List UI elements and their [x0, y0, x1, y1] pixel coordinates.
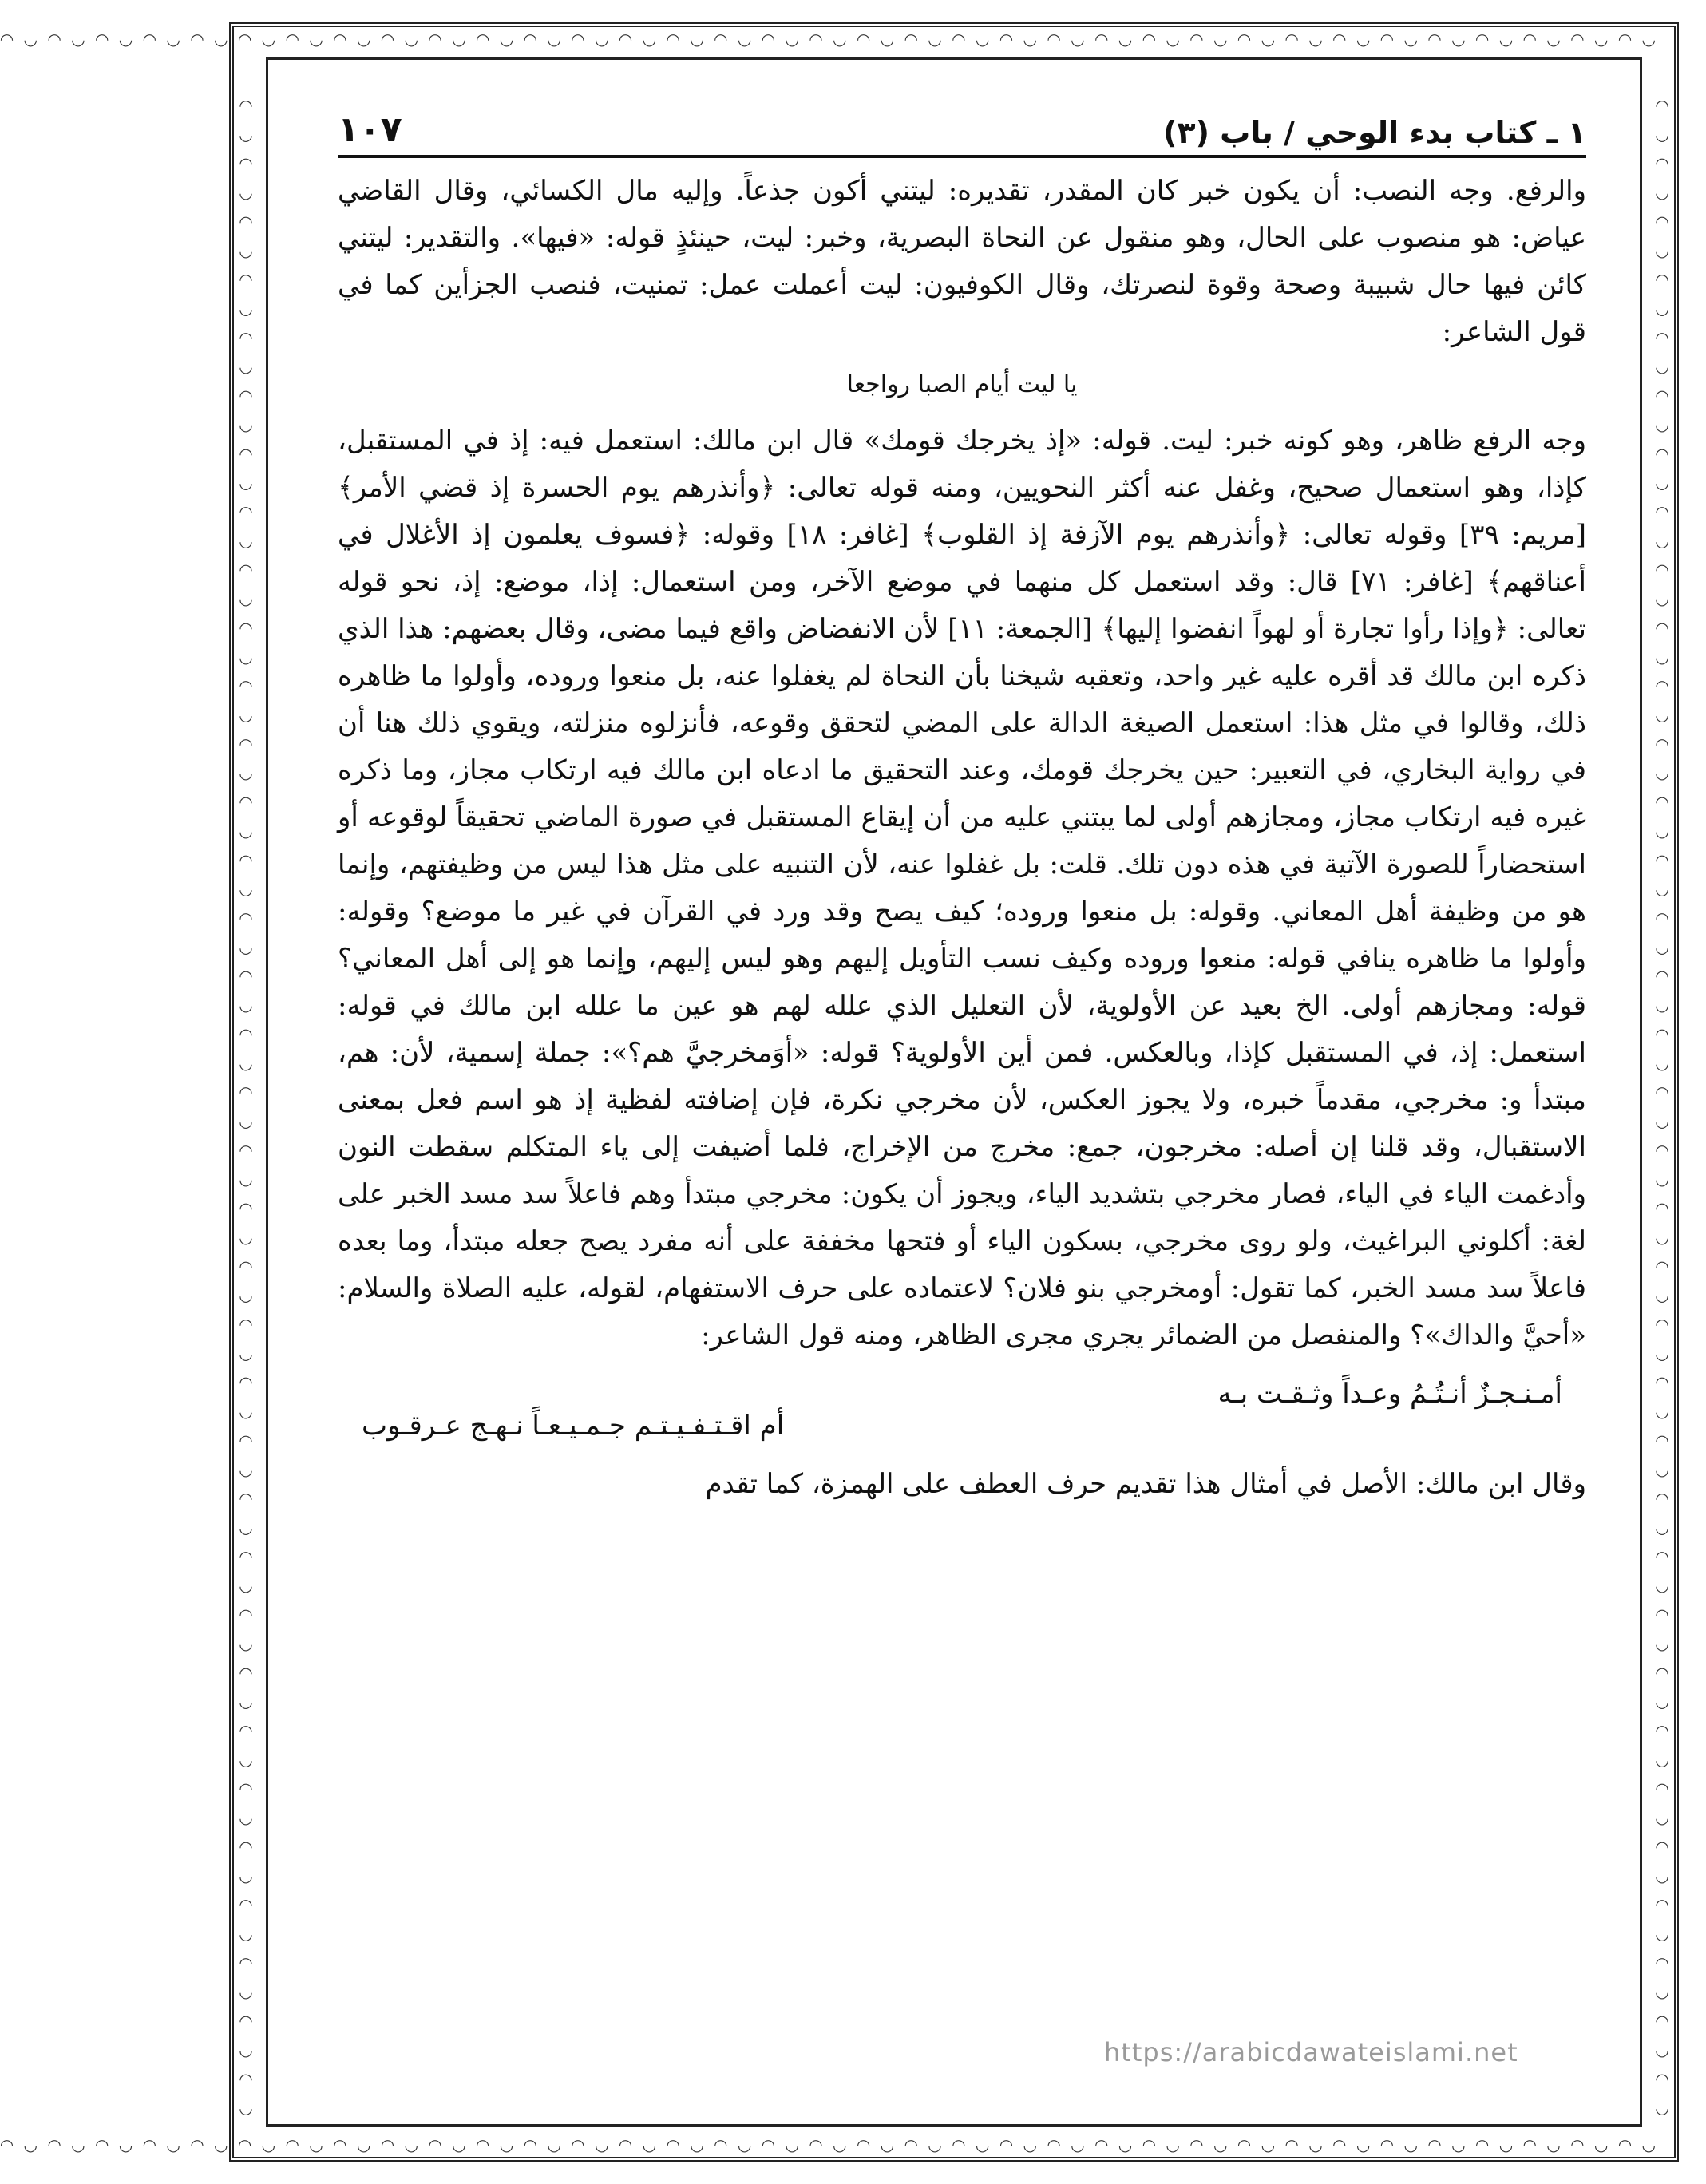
page-body: [338, 168, 1586, 1508]
chapter-title: ١ ـ كتاب بدء الوحي / باب (٣): [1162, 115, 1586, 150]
verse-first-hemistich: أمـنـجـزٌ أنـتُـمُ وعـداً وثـقـت بـه: [1217, 1378, 1562, 1410]
page-number: ١٠٧: [338, 109, 402, 150]
paragraph-3: وقال ابن مالك: الأصل في أمثال هذا تقديم حرف العطف على الهمزة، كما تقدم: [705, 1468, 1586, 1500]
paragraph-2: وجه الرفع ظاهر، وهو كونه خبر: ليت. قوله: «إذ يخرجك قومك» قال ابن مالك: استعمل فيه: إذ في المستقبل، كإذا، وهو استعمال صحيح، وغفل عنه أكثر النحويين، ومنه قوله تعالى: ﴿وأنذرهم يوم الحسرة إذ قضي الأمر﴾ [مريم: ٣٩] وقوله تعالى: ﴿وأنذرهم يوم الآزفة إذ القلوب﴾ [غافر: ١٨] وقوله: ﴿فسوف يعلمون إذ الأغلال في أعناقهم﴾ [غافر: ٧١] قال: وقد استعمل كل منهما في موضع الآخر، ومن استعمال: إذا، موضع: إذ، نحو قوله تعالى: ﴿وإذا رأوا تجارة أو لهواً انفضوا إليها﴾ [الجمعة: ١١] لأن الانفضاض واقع فيما مضى، وقال بعضهم: هذا الذي ذكره ابن مالك قد أقره عليه غير واحد، وتعقبه شيخنا بأن النحاة لم يغفلوا عنه، بل منعوا وروده، وأولوا ما ظاهره ذلك، وقالوا في مثل هذا: استعمل الصيغة الدالة على المضي لتحقق وقوعه، فأنزلوه منزلته، ويقوي ذلك هنا أن في رواية البخاري، في التعبير: حين يخرجك قومك، وعند التحقيق ما ادعاه ابن مالك فيه ارتكاب مجاز، وما ذكره غيره فيه ارتكاب مجاز، ومجازهم أولى لما يبتني عليه من أن إيقاع المستقبل في صورة الماضي تحقيقاً لوقوعه أو استحضاراً للصورة الآتية في هذه دون تلك. قلت: بل غفلوا عنه، لأن التنبيه على مثل هذا ليس من وظيفتهم، وإنما هو من وظيفة أهل المعاني. وقوله: بل منعوا وروده؛ كيف يصح وقد ورد في القرآن في غير ما موضع؟ وقوله: وأولوا ما ظاهره ينافي قوله: منعوا وروده وكيف نسب التأويل إليهم وهو ليس إليهم، وإنما هو إلى أهل المعاني؟ قوله: ومجازهم أولى. الخ بعيد عن الأولوية، لأن التعليل الذي علله لهم هو عين ما علله ابن مالك في قوله: استعمل: إذ، في المستقبل كإذا، وبالعكس. فمن أين الأولوية؟ قوله: «أوَمخرجيَّ هم؟»: جملة إسمية، لأن: هم، مبتدأ و: مخرجي، مقدماً خبره، ولا يجوز العكس، لأن مخرجي نكرة، فإن إضافته لفظية إذ هو اسم فعل بمعنى الاستقبال، وقد قلنا إن أصله: مخرجون، جمع: مخرج من الإخراج، فلما أضيفت إلى ياء المتكلم سقطت النون وأدغمت الياء في الياء، فصار مخرجي بتشديد الياء، ويجوز أن يكون: مخرجي مبتدأ وهم فاعلاً سد مسد الخبر على لغة: أكلوني البراغيث، ولو روى مخرجي، بسكون الياء أو فتحها مخففة على أنه مفرد يصح جعله مبتدأ، وما بعده فاعلاً سد مسد الخبر، كما تقول: أومخرجي بنو فلان؟ لاعتماده على حرف الاستفهام، لقوله، عليه الصلاة والسلام: «أحيَّ والداك»؟ والمنفصل من الضمائر يجري مجرى الظاهر، ومنه قول الشاعر:: [338, 425, 1586, 1351]
poetry-line-1: يا ليت أيام الصبا رواجعا: [846, 370, 1078, 398]
running-header: [338, 94, 1586, 158]
watermark-url: https://arabicdawateislami.net: [1104, 2037, 1518, 2067]
ornament-band-bottom: ◡ ◠ ◡ ◠ ◡ ◠ ◡ ◠ ◡ ◠ ◡ ◠ ◡ ◠ ◡ ◠ ◡ ◠ ◡ ◠ ◡ ◠ ◡ ◠ ◡ ◠ ◡ ◠ ◡ ◠ ◡ ◠ ◡ ◠ ◡ ◠ ◡ ◠ ◡ ◠ ◡ ◠ ◡ ◠ ◡ ◠ ◡ ◠ ◡ ◠ ◡ ◠ ◡ ◠ ◡ ◠ ◡ ◠ ◡ ◠ ◡ ◠ ◡ ◠ ◡ ◠ ◡ ◠ ◡ ◠: [0, 2135, 1658, 2154]
poetry-couplet: [362, 1371, 1562, 1450]
ornament-band-left: ◡ ◠ ◡ ◠ ◡ ◠ ◡ ◠ ◡ ◠ ◡ ◠ ◡ ◠ ◡ ◠ ◡ ◠ ◡ ◠ ◡ ◠ ◡ ◠ ◡ ◠ ◡ ◠ ◡ ◠ ◡ ◠ ◡ ◠ ◡ ◠ ◡ ◠ ◡ ◠ ◡ ◠ ◡ ◠ ◡ ◠ ◡ ◠ ◡ ◠ ◡ ◠ ◡ ◠ ◡ ◠ ◡ ◠ ◡ ◠ ◡ ◠ ◡ ◠ ◡ ◠ ◡ ◠ ◡ ◠: [236, 96, 255, 2120]
ornament-band-top: ◡ ◠ ◡ ◠ ◡ ◠ ◡ ◠ ◡ ◠ ◡ ◠ ◡ ◠ ◡ ◠ ◡ ◠ ◡ ◠ ◡ ◠ ◡ ◠ ◡ ◠ ◡ ◠ ◡ ◠ ◡ ◠ ◡ ◠ ◡ ◠ ◡ ◠ ◡ ◠ ◡ ◠ ◡ ◠ ◡ ◠ ◡ ◠ ◡ ◠ ◡ ◠ ◡ ◠ ◡ ◠ ◡ ◠ ◡ ◠ ◡ ◠ ◡ ◠ ◡ ◠ ◡ ◠ ◡ ◠: [0, 30, 1658, 49]
paragraph-1: والرفع. وجه النصب: أن يكون خبر كان المقدر، تقديره: ليتني أكون جذعاً. وإليه مال الكسائي، وقال القاضي عياض: هو منصوب على الحال، وهو منقول عن النحاة البصرية، وخبر: ليت، حينئذٍ قوله: «فيها». والتقدير: ليتني كائن فيها حال شبيبة وصحة وقوة لنصرتك، وقال الكوفيون: ليت أعملت عمل: تمنيت، فنصب الجزأين كما في قول الشاعر:: [338, 175, 1586, 348]
verse-second-hemistich: أم اقـتـفـيـتـم جـمـيـعـاً نـهـج عـرقـوب: [362, 1410, 785, 1442]
ornament-band-right: ◡ ◠ ◡ ◠ ◡ ◠ ◡ ◠ ◡ ◠ ◡ ◠ ◡ ◠ ◡ ◠ ◡ ◠ ◡ ◠ ◡ ◠ ◡ ◠ ◡ ◠ ◡ ◠ ◡ ◠ ◡ ◠ ◡ ◠ ◡ ◠ ◡ ◠ ◡ ◠ ◡ ◠ ◡ ◠ ◡ ◠ ◡ ◠ ◡ ◠ ◡ ◠ ◡ ◠ ◡ ◠ ◡ ◠ ◡ ◠ ◡ ◠ ◡ ◠ ◡ ◠ ◡ ◠ ◡ ◠: [1653, 96, 1672, 2120]
